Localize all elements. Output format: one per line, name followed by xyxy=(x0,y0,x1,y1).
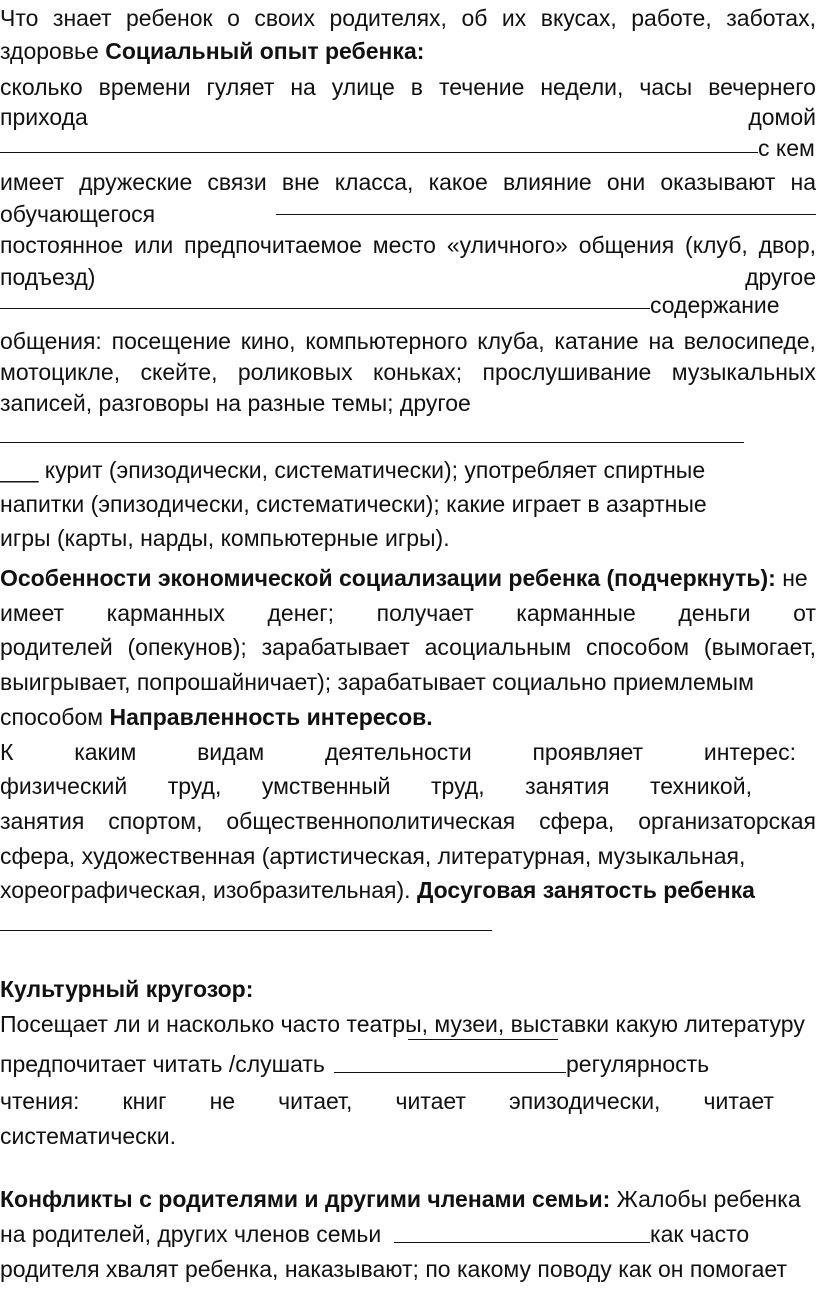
word: зарабатывает xyxy=(261,634,410,660)
word: проявляет xyxy=(532,739,644,765)
underline xyxy=(408,1039,558,1040)
section-heading: Особенности экономической социализации ребенка (подчеркнуть): xyxy=(0,565,776,591)
word: Что xyxy=(0,5,39,31)
word: вкусах, xyxy=(540,5,617,31)
text-line xyxy=(0,230,816,260)
word: техникой, xyxy=(650,773,752,799)
text-line: систематически. xyxy=(0,1123,176,1149)
word: деятельности xyxy=(324,739,472,765)
word: спортом, xyxy=(108,808,203,834)
word: заботах, xyxy=(726,5,816,31)
word: об xyxy=(461,5,488,31)
text-line xyxy=(0,771,752,801)
word: компьютерного xyxy=(305,328,468,354)
text-fragment: прихода xyxy=(0,104,88,130)
word: имеет xyxy=(0,600,65,626)
word: карманных xyxy=(106,600,225,626)
word: родителях, xyxy=(329,5,447,31)
word: катание xyxy=(554,328,639,354)
word: не xyxy=(209,1088,236,1114)
text-fragment: с кем xyxy=(758,135,815,161)
fill-in-line[interactable] xyxy=(0,152,758,153)
text-fragment: регулярность xyxy=(566,1051,710,1077)
word: эпизодически, xyxy=(508,1088,661,1114)
text-fragment: обучающегося xyxy=(0,201,156,227)
word: общения xyxy=(578,232,675,258)
word: улице xyxy=(331,74,395,100)
word: читает xyxy=(703,1088,774,1114)
word: сфера, xyxy=(539,808,615,834)
word: асоциальным xyxy=(424,634,572,660)
text-fragment: здоровье xyxy=(0,38,99,64)
section-heading: Конфликты с родителями и другими членами семьи: xyxy=(0,1186,611,1212)
word: занятия xyxy=(525,773,610,799)
word: оказывают xyxy=(660,169,776,195)
word: родителей xyxy=(0,634,113,660)
text-line xyxy=(0,326,816,356)
fill-in-line[interactable] xyxy=(334,1072,566,1073)
word: на xyxy=(790,169,816,195)
word: предпочитаемое xyxy=(184,232,362,258)
text-line xyxy=(0,737,796,767)
text-line xyxy=(758,133,816,163)
text-line: выигрывает, попрошайничает); зарабатывает социально приемлемым xyxy=(0,669,754,695)
word: читает, xyxy=(278,1088,353,1114)
word: клуба, xyxy=(477,328,545,354)
text-line xyxy=(0,1086,774,1116)
fill-in-line[interactable] xyxy=(0,930,492,931)
word: на xyxy=(290,74,316,100)
word: имеет xyxy=(0,169,65,195)
word: организаторская xyxy=(638,808,816,834)
word: денег; xyxy=(267,600,334,626)
word: велосипеде, xyxy=(683,328,816,354)
text-line: записей, разговоры на разные темы; другое xyxy=(0,390,471,416)
word: чтения: xyxy=(0,1088,80,1114)
word: своих xyxy=(254,5,316,31)
word: или xyxy=(134,232,174,258)
word: посещение xyxy=(111,328,231,354)
text-line: Посещает ли и насколько часто театры, музеи, выставки какую литературу xyxy=(0,1011,805,1037)
section-heading: Культурный кругозор: xyxy=(0,976,254,1002)
word: прослушивание xyxy=(482,359,652,385)
word: двор, xyxy=(758,232,816,258)
text-line: напитки (эпизодически, систематически); какие играет в азартные xyxy=(0,491,707,517)
word: видам xyxy=(197,739,265,765)
text-fragment: на родителей, других членов семьи xyxy=(0,1221,382,1247)
word: (клуб, xyxy=(685,232,748,258)
text-fragment: не xyxy=(782,565,808,591)
word: способом xyxy=(586,634,690,660)
word: роликовых xyxy=(237,359,353,385)
text-line xyxy=(650,290,816,320)
word: кино, xyxy=(240,328,296,354)
word: о xyxy=(227,5,240,31)
text-fragment: Жалобы ребенка xyxy=(616,1186,801,1212)
word: мотоцикле, xyxy=(0,359,121,385)
word: их xyxy=(501,5,527,31)
word: умственный xyxy=(261,773,391,799)
word: физический xyxy=(0,773,128,799)
text-line xyxy=(0,806,816,836)
word: сколько xyxy=(0,74,83,100)
text-line: ___ курит (эпизодически, систематически); употребляет спиртные xyxy=(0,457,706,483)
section-heading: Направленность интересов. xyxy=(109,704,433,730)
word: получает xyxy=(376,600,474,626)
fill-in-line[interactable] xyxy=(0,442,744,443)
word: занятия xyxy=(0,808,85,834)
word: работе, xyxy=(631,5,712,31)
word: читает xyxy=(395,1088,466,1114)
word: класса, xyxy=(334,169,414,195)
word: книг xyxy=(122,1088,167,1114)
text-line xyxy=(0,357,816,387)
section-heading: Социальный опыт ребенка: xyxy=(105,38,425,64)
text-line: сфера, художественная (артистическая, литературная, музыкальная, xyxy=(0,843,746,869)
text-line xyxy=(0,632,816,662)
text-line xyxy=(650,1219,816,1249)
word: труд, xyxy=(167,773,222,799)
text-line xyxy=(0,875,816,905)
word: (опекунов); xyxy=(127,634,247,660)
text-line xyxy=(0,72,816,102)
text-fragment: способом xyxy=(0,704,104,730)
word: часы xyxy=(639,74,693,100)
word: они xyxy=(606,169,646,195)
section-heading: Досуговая занятость ребенка xyxy=(416,877,755,903)
word: недели, xyxy=(540,74,624,100)
text-fragment: подъезд) xyxy=(0,264,96,290)
text-line xyxy=(0,167,816,197)
word: скейте, xyxy=(140,359,218,385)
word: течение xyxy=(438,74,525,100)
text-line: игры (карты, нарды, компьютерные игры). xyxy=(0,525,450,551)
word: ребенок xyxy=(126,5,213,31)
word: интерес: xyxy=(703,739,796,765)
word: связи xyxy=(207,169,267,195)
word: знает xyxy=(52,5,112,31)
word: от xyxy=(793,600,816,626)
text-line: родителя хвалят ребенка, наказывают; по какому поводу как он помогает xyxy=(0,1256,787,1282)
word: вне xyxy=(281,169,320,195)
text-fragment: домой xyxy=(748,104,816,130)
text-line xyxy=(0,598,816,628)
word: времени xyxy=(98,74,191,100)
word: музыкальных xyxy=(671,359,816,385)
word: (вымогает, xyxy=(703,634,816,660)
text-line xyxy=(0,563,816,593)
word: гуляет xyxy=(206,74,275,100)
text-line xyxy=(0,1184,816,1214)
word: вечернего xyxy=(708,74,816,100)
text-line xyxy=(0,3,816,33)
word: на xyxy=(648,328,674,354)
text-fragment: как часто xyxy=(650,1221,750,1247)
word: каким xyxy=(74,739,137,765)
word: место xyxy=(372,232,436,258)
word: деньги xyxy=(678,600,751,626)
fill-in-line[interactable] xyxy=(394,1242,650,1243)
text-fragment: предпочитает читать /слушать xyxy=(0,1051,325,1077)
word: труд, xyxy=(431,773,485,799)
word: постоянное xyxy=(0,232,124,258)
text-line xyxy=(0,702,816,732)
word: в xyxy=(410,74,423,100)
word: общественнополитическая xyxy=(226,808,516,834)
word: влияние xyxy=(502,169,592,195)
text-line xyxy=(0,262,816,292)
text-line xyxy=(0,36,816,66)
word: коньках; xyxy=(373,359,463,385)
fill-in-line[interactable] xyxy=(0,308,650,309)
word: карманные xyxy=(516,600,636,626)
word: какое xyxy=(428,169,488,195)
text-fragment: содержание xyxy=(650,292,780,318)
text-fragment: хореографическая, изобразительная). xyxy=(0,877,411,903)
fill-in-line[interactable] xyxy=(276,214,816,215)
word: дружеские xyxy=(79,169,193,195)
word: общения: xyxy=(0,328,102,354)
word: К xyxy=(0,739,14,765)
text-line xyxy=(566,1049,816,1079)
text-line xyxy=(0,102,816,132)
text-fragment: другое xyxy=(745,264,816,290)
word: «уличного» xyxy=(446,232,568,258)
